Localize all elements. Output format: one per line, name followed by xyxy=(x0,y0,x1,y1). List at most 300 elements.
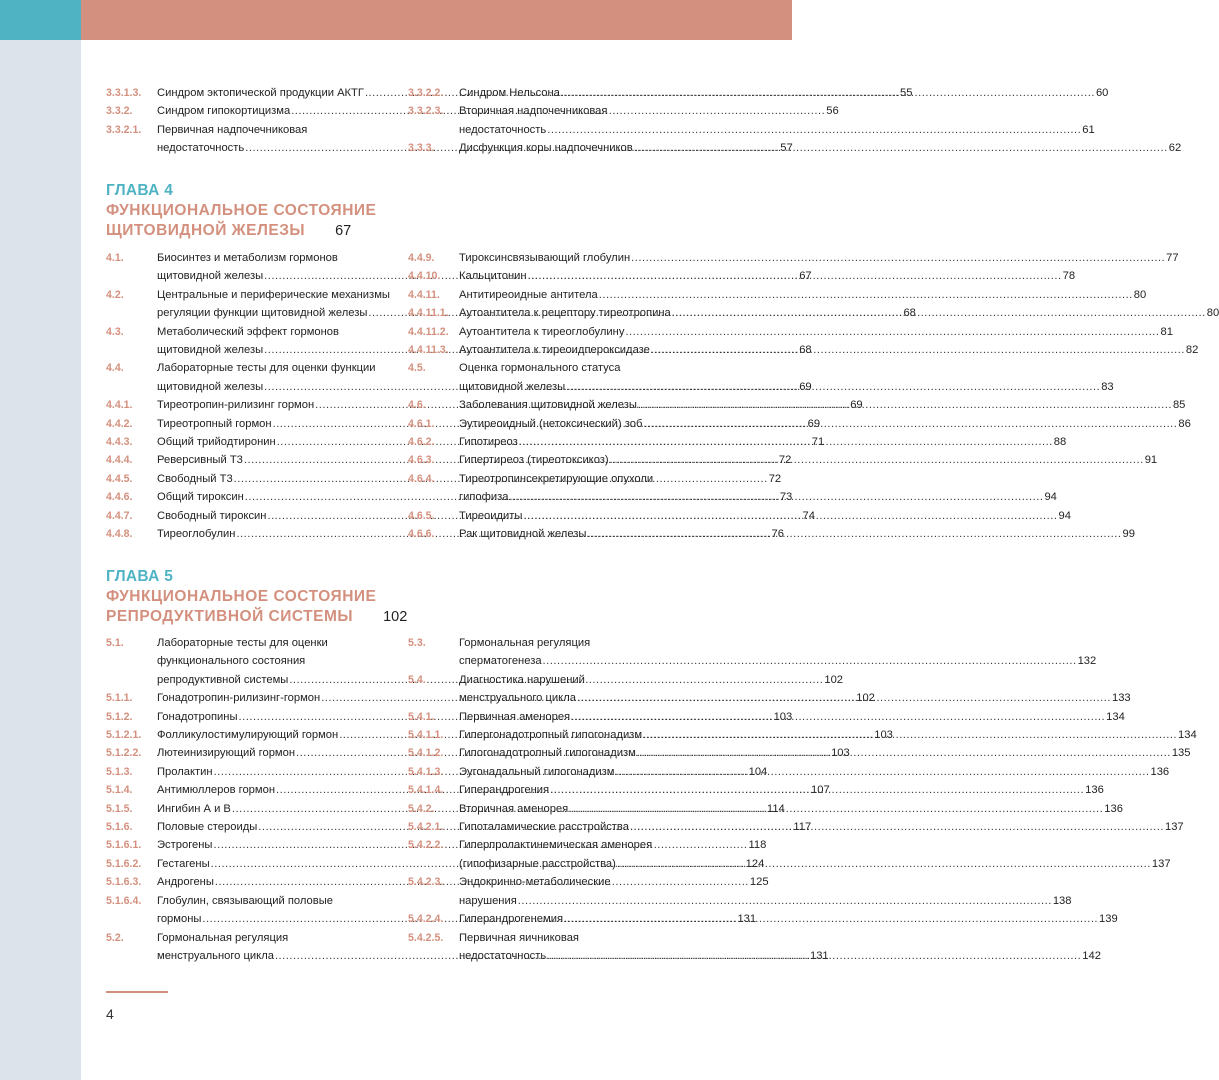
toc-entry-number: 4.4.7. xyxy=(106,509,133,522)
toc-entry-line xyxy=(459,323,1173,341)
toc-entry-body xyxy=(459,708,1125,726)
toc-entry-number: 4.4.6. xyxy=(106,491,133,504)
toc-entry-title: гипофиза xyxy=(459,491,509,504)
toc-entry-title: Свободный Т3 xyxy=(157,472,233,485)
toc-entry-number: 4.3. xyxy=(106,325,124,338)
page-number: 4 xyxy=(106,1006,114,1022)
toc-entry xyxy=(408,634,1097,671)
toc-entry-number: 4.6.1. xyxy=(408,417,435,430)
dot-leader xyxy=(571,708,1105,726)
side-strip xyxy=(0,0,81,1080)
toc-entry-title: Общий тироксин xyxy=(157,491,244,504)
toc-entry-line xyxy=(459,286,1146,304)
toc-entry-page: 80 xyxy=(1133,288,1147,301)
toc-entry-page: 117 xyxy=(793,821,812,834)
toc-entry-body xyxy=(459,323,1173,341)
toc-entry-title: Фолликулостимулирующий гормон xyxy=(157,729,339,742)
toc-entry-title: щитовидной железы xyxy=(157,344,264,357)
toc-entry-number: 5.4. xyxy=(408,673,426,686)
dot-leader xyxy=(651,341,1185,359)
toc-entry-number: 5.4.2.3. xyxy=(408,876,444,889)
dot-leader xyxy=(617,855,1151,873)
toc-entry-line xyxy=(459,689,1131,707)
toc-entry-number: 5.1.2.2. xyxy=(106,747,142,760)
toc-entry-number: 5.1.3. xyxy=(106,765,133,778)
toc-entry-title: Антитиреоидные антитела xyxy=(459,288,598,301)
toc-entry-page: 132 xyxy=(1077,655,1097,668)
toc-entry-body xyxy=(459,415,1191,433)
toc-entry-title: недостаточность xyxy=(157,142,245,155)
toc-entry-title: Эстрогены xyxy=(157,839,213,852)
toc-entry-number: 4.4. xyxy=(106,362,124,375)
toc-entry-title: Гипергонадотропный гипогонадизм xyxy=(459,729,643,742)
toc-entry-page: 136 xyxy=(1104,802,1123,815)
dot-leader xyxy=(543,652,1077,670)
toc-entry-title: Гипоталамические расстройства xyxy=(459,821,629,834)
toc-entry-title: Тиреоидиты xyxy=(459,509,523,522)
toc-entry-line xyxy=(459,910,1118,928)
toc-entry-page: 80 xyxy=(1206,307,1219,320)
toc-entry-body xyxy=(459,836,1171,873)
toc-entry-number: 4.2. xyxy=(106,288,124,301)
toc-entry-title: Гиперандрогенемия xyxy=(459,913,564,926)
toc-entry-title: гормоны xyxy=(157,913,202,926)
toc-section-chapter-4 xyxy=(106,249,1219,544)
toc-entry-number: 4.4.9. xyxy=(408,252,435,264)
toc-entry-body xyxy=(459,433,1066,451)
toc-entry-title: менструального цикла xyxy=(157,949,274,962)
toc-entry-title: Тиреотропин-рилизинг гормон xyxy=(157,399,315,412)
toc-entry-body xyxy=(459,359,1114,396)
toc-entry-page: 91 xyxy=(1144,454,1158,467)
toc-entry-number: 4.4.4. xyxy=(106,454,133,467)
toc-entry-number: 4.4.8. xyxy=(106,528,133,541)
dot-leader xyxy=(564,910,1098,928)
toc-entry-body xyxy=(459,671,1131,708)
toc-entry-page: 69 xyxy=(850,399,863,412)
toc-entry-title: Аутоантитела к рецептору тиреотропина xyxy=(459,307,671,320)
toc-entry-title: Кальцитонин xyxy=(459,270,527,283)
toc-entry-line xyxy=(459,359,1114,377)
toc-entry-number: 3.3.1.3. xyxy=(106,87,142,99)
toc-entry-line xyxy=(459,433,1066,451)
toc-entry-page: 136 xyxy=(1085,784,1104,797)
toc-entry-page: 61 xyxy=(1082,123,1095,136)
toc-entry-number: 4.4.1. xyxy=(106,399,133,412)
toc-entry-page: 82 xyxy=(1185,344,1199,357)
toc-entry-number: 4.6.3. xyxy=(408,454,435,467)
corner-block xyxy=(0,0,81,40)
toc-entry-page: 85 xyxy=(1172,399,1186,412)
toc-entry-title: Андрогены xyxy=(157,876,214,889)
toc-entry-line xyxy=(459,470,1057,488)
toc-entry-page: 118 xyxy=(748,839,767,852)
toc-entry-title: Центральные и периферические механизмы xyxy=(157,288,390,301)
toc-entry-title: Вторичная аменорея xyxy=(459,802,569,815)
toc-entry-number: 3.3.2.1. xyxy=(106,123,142,136)
toc-entry-title: Свободный тироксин xyxy=(157,509,267,522)
toc-entry-body xyxy=(459,470,1057,507)
toc-entry-title: Лабораторные тесты для оценки xyxy=(157,637,328,649)
toc-entry-line xyxy=(459,341,1198,359)
dot-leader xyxy=(577,689,1111,707)
toc-entry-title: Метаболический эффект гормонов xyxy=(157,325,339,338)
toc-entry-page: 88 xyxy=(1053,436,1067,449)
toc-entry-number: 5.1.6. xyxy=(106,821,133,834)
toc-entry-title: Антимюллеров гормон xyxy=(157,784,275,797)
toc-entry-title: Общий трийодтиронин xyxy=(157,436,276,449)
dot-leader xyxy=(643,726,1177,744)
toc-entry-line xyxy=(459,726,1197,744)
toc-entry-line xyxy=(459,763,1169,781)
toc-entry-title: Биосинтез и метаболизм гормонов xyxy=(157,252,338,264)
toc-entry-number: 4.4.2. xyxy=(106,417,133,430)
toc-entry-line xyxy=(459,744,1191,762)
toc-entry-title: репродуктивной системы xyxy=(157,673,289,686)
toc-entry-number: 4.6.4. xyxy=(408,472,435,485)
toc-entry-line xyxy=(459,855,1171,873)
toc-entry-page: 72 xyxy=(778,454,792,467)
toc-entry-page: 71 xyxy=(811,436,825,449)
toc-entry-number: 4.6. xyxy=(408,399,426,412)
toc-entry-number: 4.1. xyxy=(106,252,124,264)
toc-entry-title: щитовидной железы xyxy=(157,270,264,283)
toc-entry-title: Половые стероиды xyxy=(157,821,258,834)
dot-leader xyxy=(523,507,1057,525)
toc-entry-line xyxy=(459,671,1131,689)
toc-entry-body xyxy=(459,139,1181,157)
toc-entry-title: Гормональная регуляция xyxy=(459,637,591,649)
toc-entry-page: 124 xyxy=(745,857,765,870)
toc-entry-line xyxy=(459,892,1071,910)
toc-entry-title: функционального состояния xyxy=(157,655,306,668)
toc-entry-page: 133 xyxy=(1111,692,1131,705)
toc-entry-page: 137 xyxy=(1151,857,1171,870)
chapter-label: ГЛАВА 4 xyxy=(106,182,174,199)
toc-entry-page: 107 xyxy=(811,784,830,797)
toc-entry-title: Гипотиреоз xyxy=(459,436,518,449)
toc-entry-number: 4.6.6. xyxy=(408,528,435,541)
toc-entry-body xyxy=(459,304,1219,322)
toc-entry-line xyxy=(459,836,1171,854)
toc-entry-title: Первичная надпочечниковая xyxy=(157,123,308,136)
toc-entry-page: 55 xyxy=(899,87,913,99)
toc-entry-body xyxy=(459,781,1104,799)
toc-entry-line xyxy=(459,396,1185,414)
toc-section-top xyxy=(106,84,1182,158)
chapter-page: 102 xyxy=(383,609,408,625)
toc-entry-page: 94 xyxy=(1044,491,1057,504)
toc-entry-page: 103 xyxy=(773,710,793,723)
toc-entry-page: 78 xyxy=(1062,270,1076,283)
toc-entry-title: Первичная аменорея xyxy=(459,710,571,723)
toc-entry-page: 142 xyxy=(1082,949,1101,962)
toc-entry-line xyxy=(459,102,1095,120)
toc-entry-body xyxy=(459,451,1157,469)
toc-entry-body xyxy=(459,929,1101,966)
toc-entry-line xyxy=(459,451,1157,469)
toc-entry-page: 77 xyxy=(1166,252,1179,264)
toc-entry-title: Оценка гормонального статуса xyxy=(459,362,621,375)
toc-entry-title: Лабораторные тесты для оценки функции xyxy=(157,362,376,375)
toc-entry-number: 3.3.3. xyxy=(408,142,435,155)
toc-entry-title: недостаточность xyxy=(459,949,547,962)
dot-leader xyxy=(509,488,1043,506)
toc-entry-page: 69 xyxy=(799,380,812,393)
toc-entry-page: 86 xyxy=(1178,417,1191,430)
dot-leader xyxy=(672,304,1206,322)
toc-entry-number: 5.1.6.2. xyxy=(106,857,142,870)
toc-entry-body xyxy=(459,396,1185,414)
toc-entry-number: 5.3. xyxy=(408,637,426,649)
toc-entry-title: Эугонадальный гипогонадизм xyxy=(459,765,615,778)
toc-entry-line xyxy=(459,84,1108,102)
toc-entry-page: 104 xyxy=(748,765,768,778)
toc-entry-line xyxy=(459,121,1095,139)
toc-entry-title: недостаточность xyxy=(459,123,547,136)
dot-leader xyxy=(615,763,1149,781)
toc-entry-number: 4.5. xyxy=(408,362,426,375)
chapter-5-heading xyxy=(106,567,407,627)
toc-entry-title: Лютеинизирующий гормон xyxy=(157,747,296,760)
toc-entry-title: Тиреоглобулин xyxy=(157,528,236,541)
toc-entry-title: Гонадотропин-рилизинг-гормон xyxy=(157,692,321,705)
dot-leader xyxy=(528,267,1062,285)
toc-entry-page: 134 xyxy=(1106,710,1125,723)
toc-entry-title: Тироксинсвязывающий глобулин xyxy=(459,252,631,264)
toc-entry xyxy=(408,286,1147,304)
chapter-title-line-2 xyxy=(106,607,407,627)
toc-entry-number: 3.3.2.3. xyxy=(408,105,444,118)
toc-entry-page: 57 xyxy=(780,142,793,155)
toc-entry-title: Гиперандрогения xyxy=(459,784,550,797)
dot-leader xyxy=(643,415,1177,433)
chapter-title-text: ЩИТОВИДНОЙ ЖЕЛЕЗЫ xyxy=(106,222,306,239)
toc-entry-line xyxy=(459,488,1057,506)
toc-entry-line xyxy=(459,525,1135,543)
toc-entry-page: 67 xyxy=(799,270,812,283)
toc-entry-title: Тиреотропинсекретирующие опухоли xyxy=(459,472,654,485)
dot-leader xyxy=(631,249,1165,267)
toc-entry-body xyxy=(459,507,1071,525)
toc-entry-number: 5.1.5. xyxy=(106,802,133,815)
dot-leader xyxy=(638,396,1172,414)
chapter-label: ГЛАВА 5 xyxy=(106,568,174,585)
toc-entry-number: 5.4.1. xyxy=(408,710,435,723)
toc-entry-page: 99 xyxy=(1122,528,1135,541)
toc-entry-page: 135 xyxy=(1171,747,1191,760)
toc-entry-body xyxy=(459,102,1095,139)
toc-entry-title: Гипогонадотропный гипогонадизм xyxy=(459,747,636,760)
dot-leader xyxy=(569,800,1103,818)
toc-entry-title: Реверсивный Т3 xyxy=(157,454,243,467)
toc-entry-number: 4.4.11. xyxy=(408,288,440,301)
toc-entry-number: 5.4.1.2. xyxy=(408,747,444,760)
toc-entry-body xyxy=(459,873,1071,910)
dot-leader xyxy=(561,84,1095,102)
toc-entry-line xyxy=(459,139,1181,157)
dot-leader xyxy=(630,818,1164,836)
dot-leader xyxy=(547,121,1081,139)
toc-entry-page: 103 xyxy=(831,747,850,760)
toc-entry-title: Глобулин, связывающий половые xyxy=(157,894,333,907)
toc-entry-line xyxy=(459,818,1184,836)
dot-leader xyxy=(625,323,1159,341)
dot-leader xyxy=(637,744,1171,762)
toc-entry-number: 5.1.1. xyxy=(106,692,133,705)
dot-leader xyxy=(587,525,1121,543)
toc-entry-number: 4.4.5. xyxy=(106,472,133,485)
toc-entry-body xyxy=(459,286,1146,304)
toc-entry-number: 5.2. xyxy=(106,931,124,944)
toc-entry-body xyxy=(459,910,1118,928)
toc-entry-page: 137 xyxy=(1164,821,1184,834)
toc-entry-title: Синдром Нельсона xyxy=(459,87,560,99)
toc-entry-number: 4.4.11.3. xyxy=(408,344,449,357)
toc-entry-page: 72 xyxy=(768,472,782,485)
toc-entry-number: 4.6.5. xyxy=(408,509,435,522)
toc-entry-number: 5.1.6.1. xyxy=(106,839,142,852)
toc-entry-title: сперматогенеза xyxy=(459,655,542,668)
dot-leader xyxy=(547,947,1081,965)
toc-entry xyxy=(408,323,1173,341)
toc-entry-body xyxy=(459,267,1075,285)
toc-entry-title: Тиреотропный гормон xyxy=(157,417,272,430)
dot-leader xyxy=(566,378,1100,396)
top-band xyxy=(81,0,792,40)
toc-entry-title: Ингибин А и В xyxy=(157,802,231,815)
toc-entry-number: 5.1.6.3. xyxy=(106,876,142,889)
toc-entry-page: 131 xyxy=(809,949,829,962)
toc-entry-line xyxy=(459,249,1179,267)
toc-entry-page: 136 xyxy=(1150,765,1170,778)
toc-entry-title: Синдром гипокортицизма xyxy=(157,105,291,118)
toc-entry-number: 5.4.2.2. xyxy=(408,839,444,852)
dot-leader xyxy=(610,451,1144,469)
toc-entry-number: 5.4.1.3. xyxy=(408,765,444,778)
toc-entry-page: 94 xyxy=(1058,509,1071,522)
toc-entry-number: 4.4.11.1. xyxy=(408,307,449,320)
toc-entry-number: 4.4.3. xyxy=(106,436,133,449)
toc-entry-number: 5.4.2.1. xyxy=(408,821,444,834)
toc-entry-body xyxy=(459,818,1184,836)
toc-entry-title: нарушения xyxy=(459,894,517,907)
dot-leader xyxy=(634,139,1168,157)
toc-entry-title: Рак щитовидной железы xyxy=(459,528,587,541)
toc-entry-line xyxy=(459,507,1071,525)
toc-entry-title: Диагностика нарушений xyxy=(459,673,585,686)
chapter-title-line-2 xyxy=(106,221,376,241)
chapter-title-text: РЕПРОДУКТИВНОЙ СИСТЕМЫ xyxy=(106,608,354,625)
toc-entry-body xyxy=(459,249,1179,267)
toc-entry-title: Гипертиреоз (тиреотоксикоз) xyxy=(459,454,609,467)
toc-entry-body xyxy=(459,726,1197,744)
toc-entry-page: 83 xyxy=(1101,380,1114,393)
toc-entry-line xyxy=(459,267,1075,285)
toc-entry-number: 4.4.11.2. xyxy=(408,325,449,338)
chapter-title-line-1: ФУНКЦИОНАЛЬНОЕ СОСТОЯНИЕ xyxy=(106,202,377,219)
toc-entry-number: 5.1.2.1. xyxy=(106,729,142,742)
toc-entry-line xyxy=(459,415,1191,433)
toc-entry-number: 4.4.10. xyxy=(408,270,441,283)
toc-entry-page: 62 xyxy=(1168,142,1182,155)
footer-rule xyxy=(106,991,168,993)
dot-leader xyxy=(518,892,1052,910)
toc-entry-number: 5.4.1.1. xyxy=(408,729,444,742)
dot-leader xyxy=(599,286,1133,304)
toc-entry-title: щитовидной железы xyxy=(157,380,264,393)
toc-entry-title: Гиперпролактинемическая аменорея xyxy=(459,839,653,852)
toc-entry-page: 102 xyxy=(824,673,844,686)
toc-entry-body xyxy=(459,763,1169,781)
toc-entry-title: Эутиреоидный (нетоксический) зоб xyxy=(459,417,643,430)
toc-entry-title: Вторичная надпочечниковая xyxy=(459,105,608,118)
toc-entry-number: 3.3.2. xyxy=(106,105,133,118)
toc-entry-title: Заболевания щитовидной железы xyxy=(459,399,637,412)
toc-entry-page: 74 xyxy=(802,509,815,522)
toc-entry-number: 3.3.2.2. xyxy=(408,87,444,99)
toc-entry-line xyxy=(459,708,1125,726)
toc-entry-title: Гонадотропины xyxy=(157,710,238,723)
toc-entry-number: 5.4.2. xyxy=(408,802,435,815)
toc-entry-number: 5.4.2.4. xyxy=(408,913,444,926)
toc-entry-title: Гестагены xyxy=(157,857,210,870)
toc-entry-body xyxy=(459,634,1096,671)
toc-entry-page: 139 xyxy=(1099,913,1118,926)
toc-entry xyxy=(408,249,1179,267)
toc-entry-line xyxy=(459,873,1071,891)
chapter-page: 67 xyxy=(335,223,352,239)
toc-entry-title: (гипофизарные расстройства) xyxy=(459,857,616,870)
toc-entry-title: Аутоантитела к тиреоглобулину xyxy=(459,325,625,338)
toc-entry-page: 102 xyxy=(856,692,875,705)
toc-entry-page: 76 xyxy=(771,528,784,541)
toc-entry-title: менструального цикла xyxy=(459,692,576,705)
chapter-4-heading xyxy=(106,181,376,241)
toc-entry-title: Гормональная регуляция xyxy=(157,931,289,944)
toc-entry-page: 69 xyxy=(807,417,821,430)
toc-entry-line xyxy=(459,929,1101,947)
toc-entry-number: 5.4.2.5. xyxy=(408,931,444,944)
toc-entry-number: 5.1.4. xyxy=(106,784,133,797)
toc-entry-body xyxy=(459,525,1135,543)
toc-entry-body xyxy=(459,800,1123,818)
toc-entry-body xyxy=(459,84,1108,102)
toc-entry-line xyxy=(459,652,1096,670)
toc-entry-page: 114 xyxy=(766,802,785,815)
toc-entry-line xyxy=(459,378,1114,396)
toc-entry-line xyxy=(459,634,1096,652)
toc-entry-title: регуляции функции щитовидной железы xyxy=(157,307,368,320)
toc-entry-number: 5.1. xyxy=(106,637,124,649)
toc-entry-body xyxy=(459,744,1191,762)
toc-entry-number: 5.4.1.4. xyxy=(408,784,444,797)
toc-section-chapter-5 xyxy=(106,634,1197,965)
toc-entry-page: 103 xyxy=(874,729,893,742)
toc-entry-line xyxy=(459,800,1123,818)
toc-entry-title: щитовидной железы xyxy=(459,380,566,393)
dot-leader xyxy=(550,781,1084,799)
toc-entry-body xyxy=(459,341,1198,359)
toc-entry-page: 56 xyxy=(826,105,839,118)
toc-entry-page: 60 xyxy=(1095,87,1109,99)
toc-entry-page: 81 xyxy=(1160,325,1173,338)
toc-entry-page: 68 xyxy=(903,307,916,320)
toc-entry-page: 73 xyxy=(779,491,793,504)
toc-entry-title: Эндокринно-метаболические xyxy=(459,876,611,889)
toc-entry-number: 4.6.2. xyxy=(408,436,435,449)
toc-entry-page: 68 xyxy=(799,344,812,357)
